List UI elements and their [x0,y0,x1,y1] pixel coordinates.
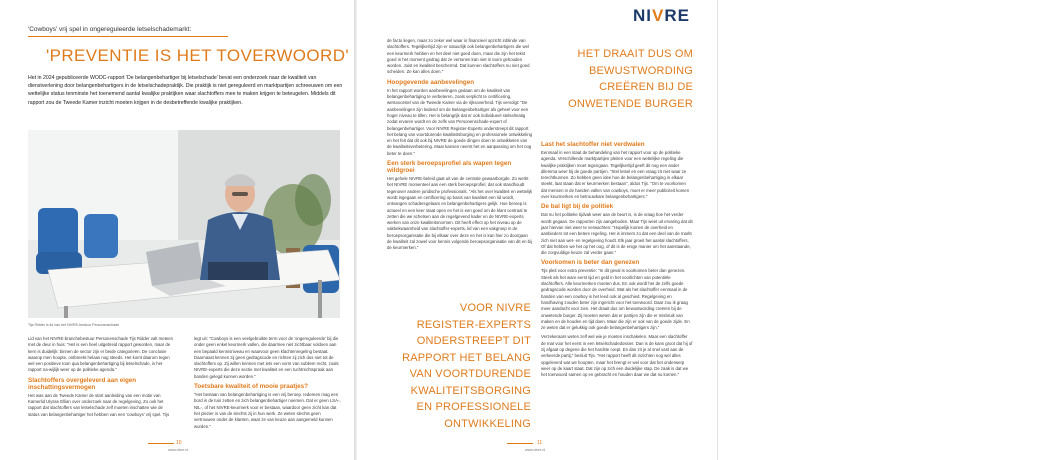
paragraph: Tijs pleit voor extra preventie: "In dit geval is voorkomen beter dan genezen. Steek als het ware eerst tijd en geld in het voorlichten van potentiële slachtoffers. Alle keurmerken moeten dus. En ook wordt het de zelfs goede gedragscode worden door de overheid. Wat als het slachtoffer eenmaal in de handen van een cowboy is het leed ook al geschied. Regelgeving en handhaving zouden beter zijn ingericht voor het toerwoord. Daar zou ik graag meer aandacht voor zien. Het draait dus om bewustwording creëren bij de onwetende burger. Zij moeten weten dat er partijen zijn die er misbruik van maken en de houden en tijd doen. Maar die zijn er ook van de goede zijde. En ze weten dat er gelukkig ook goede belangenbehartigers zijn." [541,268,690,331]
left-page-column-1 [28,336,174,440]
page-website: www.nivre.nl [525,448,546,452]
article-title: 'PREVENTIE IS HET TOVERWOORD' [46,46,350,65]
page-number-rule [148,443,174,444]
paragraph: Het was aan de Tweede Kamer de start aanleiding van een motie van Kamerlid Ulysse Ellian over onderzoek naar de regelgeving. Zo ook het rapport dat slachtoffers van letselschade zelf moeten inschatten wie de status van belangenbehartiger het hebben van een 'cowboys' vrij spel. Tijs [28,392,170,417]
paragraph: In het rapport worden aanbevelingen gedaan om de kwaliteit van belangenbehartiging te verbeteren, zoals verplicht te certificering, wetsvoorstel van de Tweede Kamer via de rijksoverheid. Tijs vervolgt: "De aanbevelingen zijn leidend om de Belangenbehartiger als geheel voor een hoger niveau te tillen. Het is belangrijk dat er ook individueel stelselmatig zodat ervaren wordt en de zelfs van Personenschade-expert of belangenbehartiger. Voor NIVRE Register-Experts onderstreept dit rapport het belang van voortdurende kwaliteitsborging en professionele ontwikkeling en het feit dat dit ook bij NIVRE de goede dingen doen te ontwikkelen van de kwaliteitsverbetering. Maar kansen neemt het en aanpassing om het nog beter te doen." [387,87,532,156]
subheading: Slachtoffers overgeleverd aan eigen inschattingsvermogen [28,376,137,391]
subheading: Last het slachtoffer niet verdwalen [541,141,645,148]
right-page-column-2 [541,138,693,440]
photo-caption: Tijs Ridder is lid van het NIVRE-bestuur Personenschade [28,323,120,327]
left-page-column-2 [194,336,342,440]
subheading: Een sterk beroepsprofiel als wapen tegen wildgroei [387,160,512,175]
paragraph: Verzekeraars weten zelf wel wie je moeten inschakelen. Maar een slachtoffer de mat voor het eerst in een letselschadedossier. Dan is de kans groot dat hij of zij afgaat op degene die het hardste roept. En dan zit je al snel vast aan de verkeerde partij," besluit Tijs. "Het rapport heeft dit inzichten nog wel alles opgeleverd wat we hoopten, maar het brengt er wel voor dat het onderwerp weer op de kaart staat. Dat zijn op zich een duidelijke stap. De zaak is dat we het toerwoord samen op en gebracht en houden daar we dat nu komen." [541,334,693,378]
article-photo [28,130,340,318]
nivre-logo: NIVRE [633,6,690,25]
page-number-rule [507,443,533,444]
paragraph: Lid van het NIVRE-branchebestuur Personenschade Tijs Ridder valt meteen met de deur in huis: "Het is een heel uitgebreid rapport geworden, maar de kern is duidelijk: binnen de sector zijn er beide categorieën. De conclusie waarop men hoopte, ontbreekt helaas nog steeds. Het komt daarom tegen wel een positieve toon qua belangenbehartiging bij letselschade, is het rapport na-wijlijk weer op de politieke agenda." [28,336,173,373]
paragraph: de facto liegen, maar zo zeker wel waar in financieel opzicht inblinde van slachtoffers. Tegelijkertijd zijn er natuurlijk ook belangenbehartigers die wel een keurmerk hebben en het deel niet goed doen, maar die zijn het tekst goed in het moment gedrag dat ze vertonen kan niet in toom gehouden worden. Juist en kwaliteit beschermd. Dat kunnen slachtoffers nu niet goed scheiden. Ze kan alles doen." [387,38,530,75]
subheading: Voorkomen is beter dan genezen [541,259,640,267]
paragraph: "Het bestaan van belangenbehartiging is een vrij beroep. Iedereen mag een bord in de tuin zetten en zich belangenbehartiger noemen. Dat er geen LSA-, NIL-, of het NIVRE-keurmerk voor er bestaan, waardoor geen zicht kan dat het plezier is van de slechts zij in hun werk. Ze weten slechts geen vertrouwen onder de klanten, waar ze van keuze aan aangemeld kunnen worden." [194,392,341,429]
paragraph: Het gehele NIVRE-beleid gaat uit van de centrale gewaarborgde. Zo werkt het NIVRE momenteel aan een sterk beroepsprofiel, dat ook standhoudt tegenover andere juridische professionals. "Als het over kwaliteit en wettelijk wordt ingegaan en certificering op basis van kwaliteit een lid wordt, ontvangen schaderegelaars en belangenbehartigers gelijk. Hoe beroep is actueel en een keer staat open en het is een goed om de klant centraal te zetten die we schetsen aan de regelgevend kader en de NIVRE-experts werken van onze kwaliteitsnormen. Dit heeft effect op het niveau op de vakbekwaamheid van slachtoffer-experts, lid van een vakgroep in de beroepsorganisatie die bij elkaar over deze en het is kan hier zo doorgaan de kwaliteit zal zowel voor kennis volgende beroepsorganisatie van dit en bij de keurmerken." [387,176,533,251]
right-page [357,0,717,460]
subheading: De bal ligt bij de politiek [541,203,614,211]
paragraph: legt uit: "Cowboys is een veelgebruikte term voor de 'ongereguleerde' bij die onder geen enkel keurmerk vallen, die daarmee niet zichtbaar voldoen aan een bepaald kennisniveau en waarvoor geen klachtenregeling bestaat. Daarnaast kennen zij geen gedragscode en richten zij zich dus niet tot de slachtoffers op. Zij willen kennen met iets een vorm van subliem recht, zoals NIVRE-experts die deze sectie met kwaliteit en een tuchtrechtspraak aan banden gelegd kunnen worden." [194,336,339,379]
article-kicker: 'Cowboys' vrij spel in ongereguleerde letselschademarkt: [28,26,228,37]
pull-quote-top: HET DRAAIT DUS OM BEWUSTWORDING CREËREN BIJ DE ONWETENDE BURGER [568,48,693,110]
right-page-column-1 [387,38,533,296]
page-website: www.nivre.nl [168,448,189,452]
page-number: 11 [537,440,543,446]
office-photo-illustration [28,130,340,318]
left-page [16,0,354,460]
pull-quote-bottom: VOOR NIVRE REGISTER-EXPERTS ONDERSTREEPT DIT RAPPORT HET BELANG VAN VOORTDURENDE KWALITEITSBORGING EN PROFESSIONELE ONTWIKKELING [402,302,531,430]
paragraph: Eenmaal in een staat de behandeling van het rapport voor op de politieke agenda. Verschillende marktpartijen pleiten voor een wettelijke regeling die kwalijke praktijken moet tegengaan. Tegelijkertijd geeft dit nog een ander dilemma weer bij de goede partijen. "Stel letsel en een vraag zit niet waar ze terechtkunnen. Zo hebben geen idee hoe de belangenbehartiging in elkaar steekt, laat staan dat er keurmerken bestaan", aldus Tijs. "Om te voorkomen dat mensen in de handen vallen van cowboys, moet er meer publiciteit komen over keurmerken en betrouwbare belangenbehartigers." [541,150,690,200]
paragraph: Dat nu het politieke tijdvak weer aan de beurt is, is de vraag hoe het verder wordt gegaan. De rapporten zijn aangeboden. Maar Tijs weet uit ervaring dat dit jaar hiervan niet weer te verwachten: "Hopelijk komen de overheid en aanbieders tot een betere regeling. Het is immers zo dat een deel van de markt zich niet aan wet- en regelgeving houdt. Elk jaar groeit het aantal slachtoffers. Of dat hebben we het op het oog, of dit is de enige manier om het aanstaande, die zorgvuldige keuze zal verder gaan." [541,212,693,256]
subheading: Toetsbare kwaliteit of mooie praatjes? [194,383,308,391]
page-number: 10 [176,440,182,446]
subheading: Hoopgevende aanbevelingen [387,78,475,86]
article-intro: Het in 2024 gepubliceerde WODC-rapport 'De belangenbehartiger bij letselschade' bevat een onderzoek naar de kwaliteit van dienstverlening door belangenbehartigers in de letselschadepraktijk. Die praktijk is niet gereguleerd en marktpartijen schreeuwen om een wettelijke status tenminste het toenemend aantal kwalijke praktijken waar slachtoffers mee te maken krijgen te beteugelen. Middels dit rapport zou de Tweede Kamer inzicht moeten krijgen in de desbetreffende kwalijke praktijken. [28,75,343,106]
blank-background [718,0,1056,460]
